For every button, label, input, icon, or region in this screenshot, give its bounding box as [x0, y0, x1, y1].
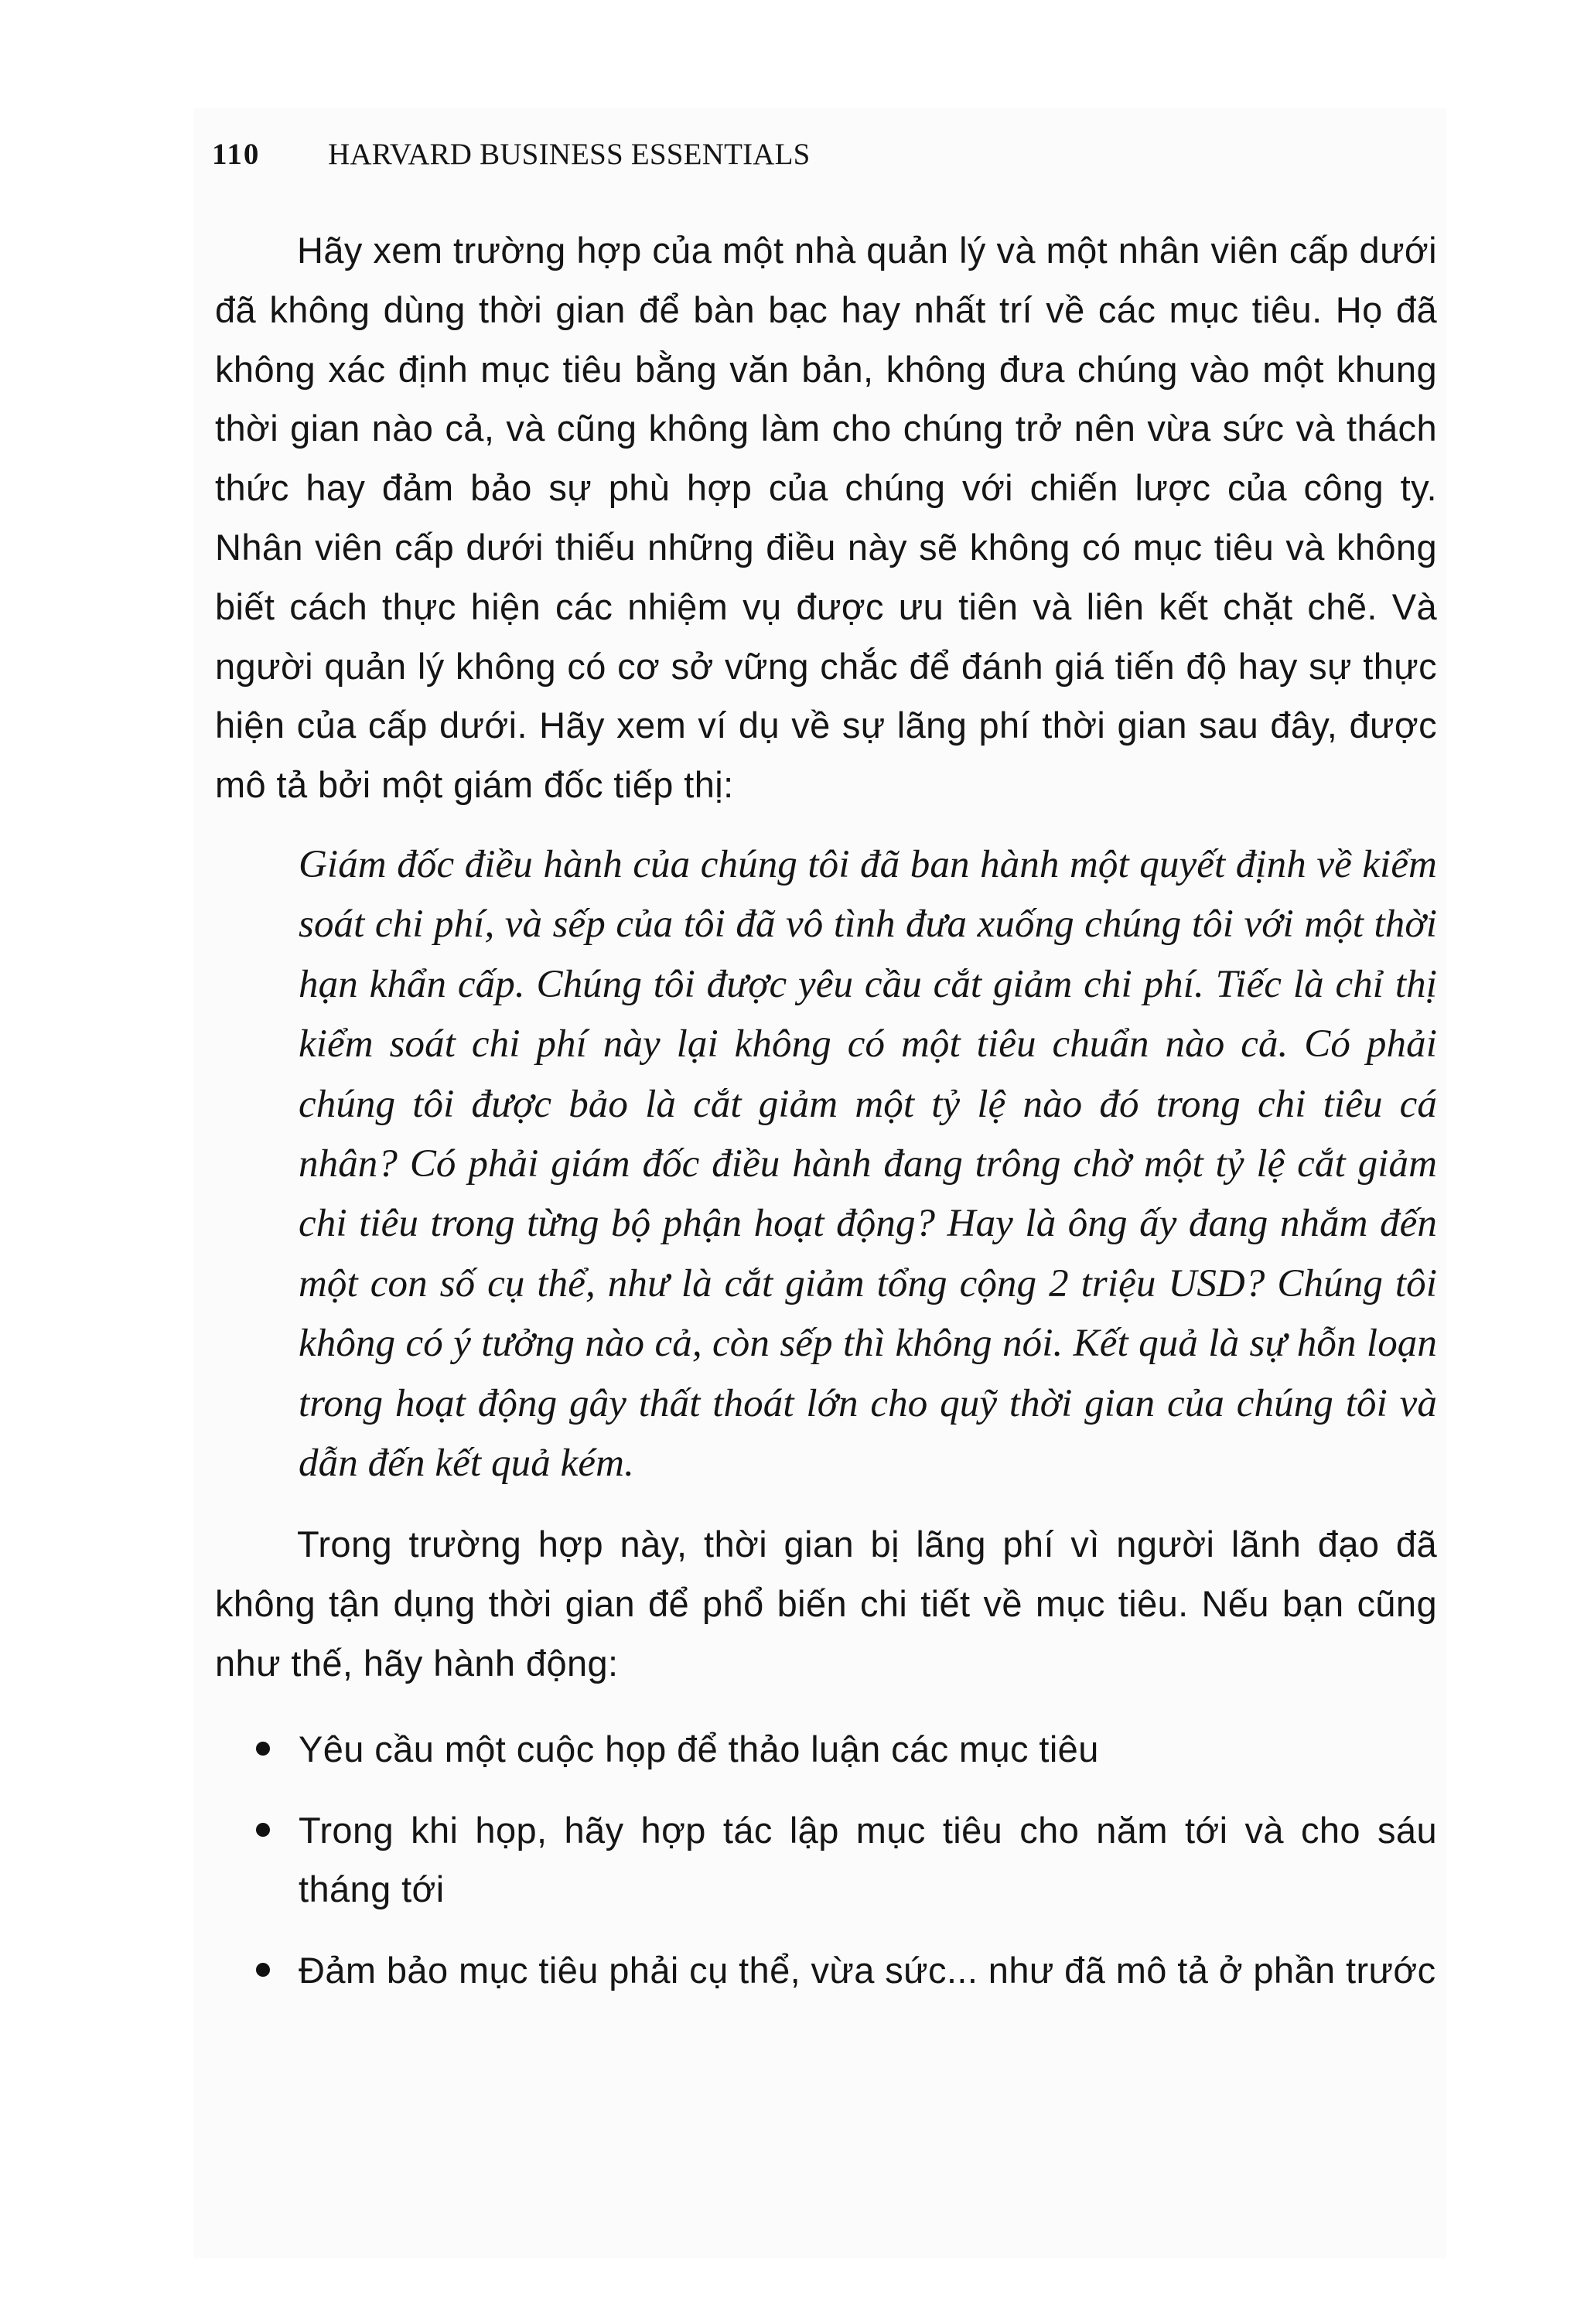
page-number: 110	[212, 138, 261, 171]
action-list	[215, 1720, 1437, 2001]
list-item-text: Yêu cầu một cuộc họp để thảo luận các mục tiêu	[299, 1728, 1099, 1769]
bullet-icon	[256, 1742, 270, 1756]
body-paragraph-2: Trong trường hợp này, thời gian bị lãng phí vì người lãnh đạo đã không tận dụng thời gian để phổ biến chi tiết về mục tiêu. Nếu bạn cũng như thế, hãy hành động:	[215, 1524, 1437, 1684]
bullet-icon	[256, 1963, 270, 1977]
body-paragraph-1: Hãy xem trường hợp của một nhà quản lý và một nhân viên cấp dưới đã không dùng thời gian để bàn bạc hay nhất trí về các mục tiêu. Họ đã không xác định mục tiêu bằng văn bản, không đưa chúng vào một khung thời gian nào cả, và cũng không làm cho chúng trở nên vừa sức và thách thức hay đảm bảo sự phù hợp của chúng với chiến lược của công ty. Nhân viên cấp dưới thiếu những điều này sẽ không có mục tiêu và không biết cách thực hiện các nhiệm vụ được ưu tiên và liên kết chặt chẽ. Và người quản lý không có cơ sở vững chắc để đánh giá tiến độ hay sự thực hiện của cấp dưới. Hãy xem ví dụ về sự lãng phí thời gian sau đây, được mô tả bởi một giám đốc tiếp thị:	[215, 230, 1437, 806]
list-item	[215, 1720, 1437, 1780]
list-item	[215, 1801, 1437, 1920]
list-item-text: Trong khi họp, hãy hợp tác lập mục tiêu cho năm tới và cho sáu tháng tới	[299, 1809, 1437, 1910]
page-content	[215, 221, 1437, 2022]
bullet-icon	[256, 1823, 270, 1837]
quoted-example: Giám đốc điều hành của chúng tôi đã ban hành một quyết định về kiểm soát chi phí, và sếp của tôi đã vô tình đưa xuống chúng tôi với một thời hạn khẩn cấp. Chúng tôi được yêu cầu cắt giảm chi phí. Tiếc là chỉ thị kiểm soát chi phí này lại không có một tiêu chuẩn nào cả. Có phải chúng tôi được bảo là cắt giảm một tỷ lệ nào đó trong chi tiêu cá nhân? Có phải giám đốc điều hành đang trông chờ một tỷ lệ cắt giảm chi tiêu trong từng bộ phận hoạt động? Hay là ông ấy đang nhắm đến một con số cụ thể, như là cắt giảm tổng cộng 2 triệu USD? Chúng tôi không có ý tưởng nào cả, còn sếp thì không nói. Kết quả là sự hỗn loạn trong hoạt động gây thất thoát lớn cho quỹ thời gian của chúng tôi và dẫn đến kết quả kém.	[299, 842, 1437, 1486]
list-item	[215, 1941, 1437, 2001]
list-item-text: Đảm bảo mục tiêu phải cụ thể, vừa sức... như đã mô tả ở phần trước	[299, 1950, 1436, 1991]
running-head: HARVARD BUSINESS ESSENTIALS	[328, 138, 811, 171]
page-header	[212, 128, 811, 182]
